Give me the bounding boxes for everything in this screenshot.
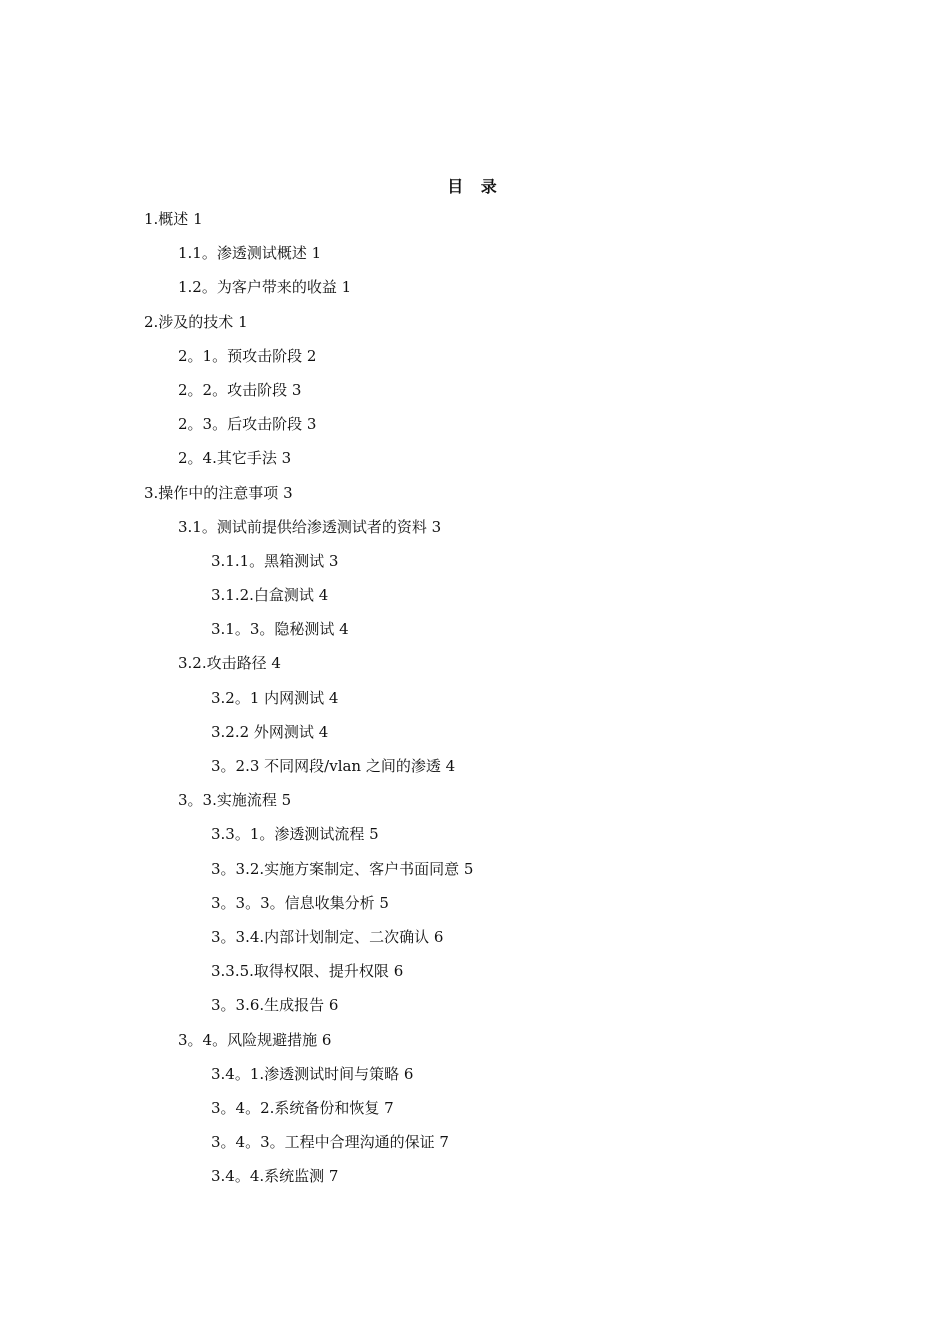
toc-entry-level-1[interactable]: 1.概述 1	[144, 210, 203, 228]
toc-entry-level-3[interactable]: 3。4。3。工程中合理沟通的保证 7	[211, 1133, 449, 1152]
toc-entry-level-3[interactable]: 3。3.2.实施方案制定、客户书面同意 5	[211, 859, 474, 878]
toc-entry-level-3[interactable]: 3.4。4.系统监测 7	[211, 1167, 339, 1186]
table-of-contents	[0, 204, 950, 1195]
toc-entry-level-3[interactable]: 3.2。1 内网测试 4	[211, 688, 339, 707]
toc-entry-level-3[interactable]: 3。4。2.系统备份和恢复 7	[211, 1098, 394, 1117]
toc-entry-level-3[interactable]: 3。3。3。信息收集分析 5	[211, 893, 389, 912]
toc-entry-level-3[interactable]: 3。3.6.生成报告 6	[211, 996, 339, 1015]
toc-entry-level-3[interactable]: 3.3。1。渗透测试流程 5	[211, 825, 379, 844]
toc-entry-level-3[interactable]: 3。3.4.内部计划制定、二次确认 6	[211, 927, 444, 946]
toc-entry-level-3[interactable]: 3.4。1.渗透测试时间与策略 6	[211, 1064, 414, 1083]
toc-entry-level-3[interactable]: 3.2.2 外网测试 4	[211, 722, 329, 741]
toc-entry-level-2[interactable]: 3.1。测试前提供给渗透测试者的资料 3	[178, 517, 442, 536]
toc-entry-level-2[interactable]: 1.1。渗透测试概述 1	[178, 244, 322, 263]
toc-entry-level-2[interactable]: 3.2.攻击路径 4	[178, 654, 281, 673]
toc-entry-level-3[interactable]: 3.1.2.白盒测试 4	[211, 586, 329, 605]
toc-entry-level-2[interactable]: 1.2。为客户带来的收益 1	[178, 278, 352, 297]
toc-entry-level-3[interactable]: 3。2.3 不同网段/vlan 之间的渗透 4	[211, 757, 456, 775]
toc-entry-level-2[interactable]: 3。3.实施流程 5	[178, 791, 292, 810]
toc-entry-level-2[interactable]: 2。3。后攻击阶段 3	[178, 415, 317, 434]
toc-entry-level-2[interactable]: 2。1。预攻击阶段 2	[178, 346, 317, 365]
toc-entry-level-1[interactable]: 2.涉及的技术 1	[144, 312, 248, 331]
toc-entry-level-3[interactable]: 3.1.1。黑箱测试 3	[211, 551, 339, 570]
toc-entry-level-3[interactable]: 3.1。3。隐秘测试 4	[211, 620, 349, 639]
toc-entry-level-3[interactable]: 3.3.5.取得权限、提升权限 6	[211, 962, 404, 981]
toc-entry-level-2[interactable]: 2。2。攻击阶段 3	[178, 380, 302, 399]
toc-entry-level-2[interactable]: 3。4。风险规避措施 6	[178, 1030, 332, 1049]
toc-entry-level-1[interactable]: 3.操作中的注意事项 3	[144, 483, 293, 502]
toc-entry-level-2[interactable]: 2。4.其它手法 3	[178, 449, 292, 468]
toc-title: 目 录	[447, 177, 503, 196]
